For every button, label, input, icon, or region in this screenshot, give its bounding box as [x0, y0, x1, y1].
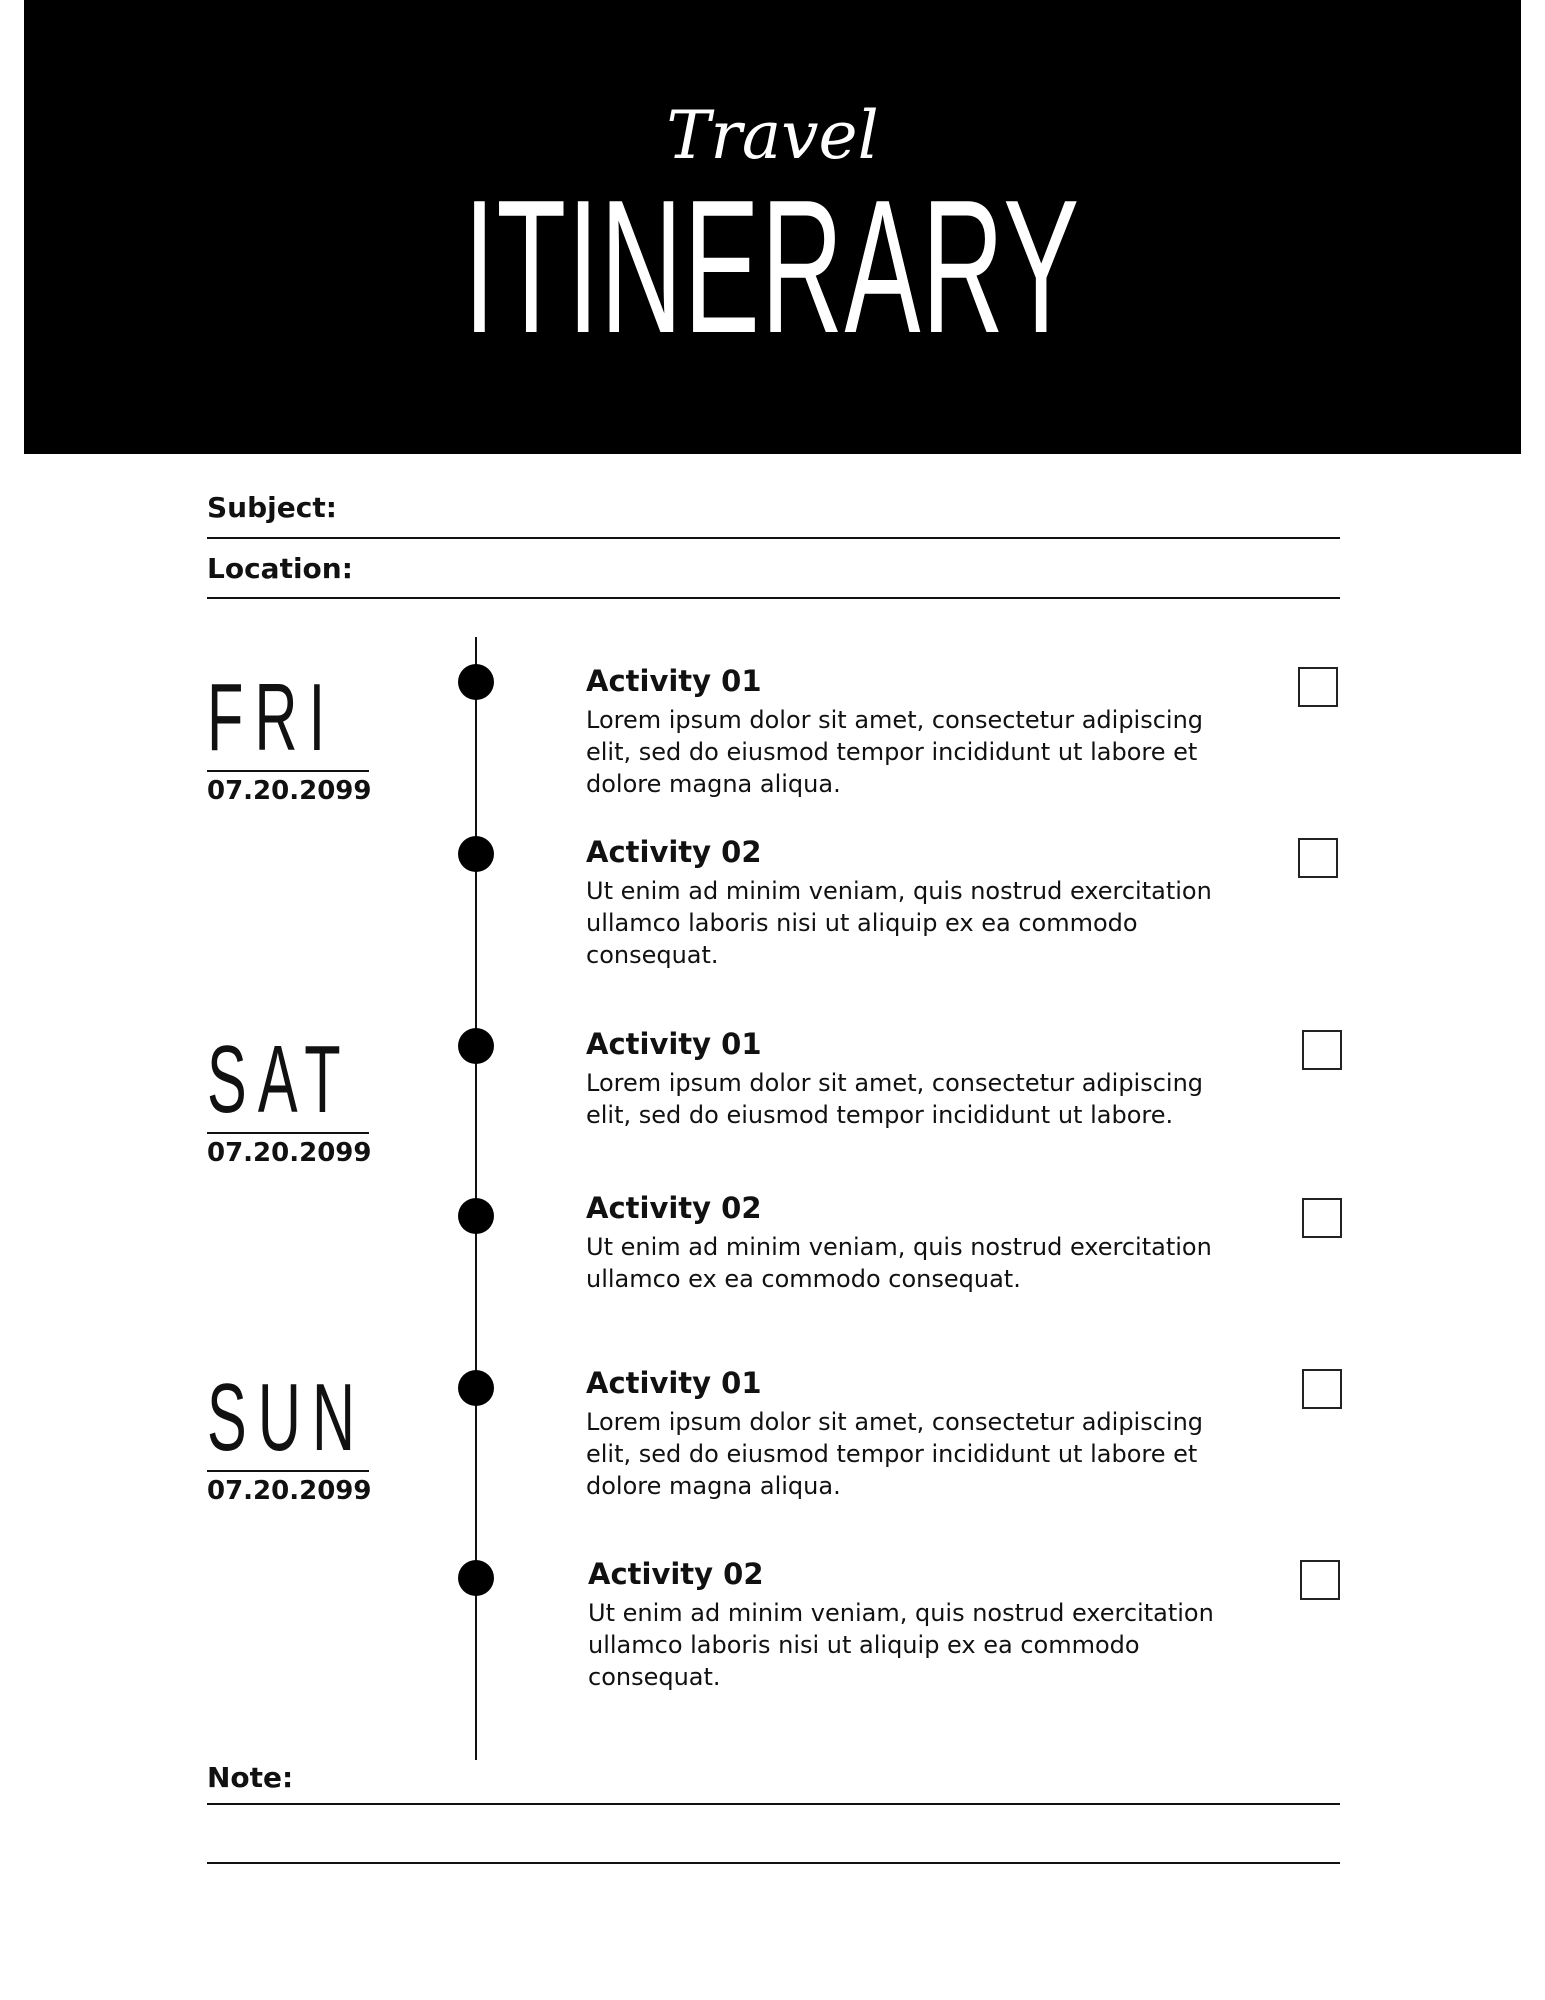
activity-checkbox[interactable]	[1298, 838, 1338, 878]
timeline-dot	[458, 1198, 494, 1234]
activity-checkbox[interactable]	[1300, 1560, 1340, 1600]
timeline-dot	[458, 664, 494, 700]
activity-checkbox[interactable]	[1302, 1198, 1342, 1238]
header-main-title-text: ITINERARY	[464, 161, 1081, 373]
activity-checkbox[interactable]	[1298, 667, 1338, 707]
timeline-dot	[458, 1370, 494, 1406]
activity-title: Activity 01	[586, 1366, 762, 1400]
day-rule-sun	[207, 1470, 369, 1472]
day-name-fri-text: FRI	[207, 664, 337, 771]
day-date-sat: 07.20.2099	[207, 1138, 372, 1168]
activity-title: Activity 02	[586, 1191, 762, 1225]
header-script-title: Travel	[666, 97, 879, 174]
activity-item	[586, 1191, 1226, 1295]
header-main-title	[24, 161, 1521, 373]
activity-checkbox[interactable]	[1302, 1030, 1342, 1070]
activity-description: Lorem ipsum dolor sit amet, consectetur adipiscing elit, sed do eiusmod tempor incididunt ut labore.	[586, 1069, 1204, 1129]
activity-item	[586, 835, 1226, 971]
activity-item	[588, 1557, 1228, 1693]
day-name-fri	[207, 664, 369, 771]
note-label: Note:	[207, 1761, 294, 1794]
location-line[interactable]	[207, 597, 1340, 599]
activity-description: Ut enim ad minim veniam, quis nostrud exercitation ullamco laboris nisi ut aliquip ex ea commodo consequat.	[588, 1599, 1214, 1691]
timeline-dot	[458, 1560, 494, 1596]
activity-description: Lorem ipsum dolor sit amet, consectetur adipiscing elit, sed do eiusmod tempor incididunt ut labore et dolore magna aliqua.	[586, 1408, 1204, 1500]
activity-description: Ut enim ad minim veniam, quis nostrud exercitation ullamco laboris nisi ut aliquip ex ea commodo consequat.	[586, 877, 1212, 969]
activity-title: Activity 01	[586, 664, 762, 698]
subject-label: Subject:	[207, 491, 337, 524]
day-name-sun-text: SUN	[207, 1364, 367, 1471]
timeline-dot	[458, 836, 494, 872]
day-date-fri: 07.20.2099	[207, 776, 372, 806]
activity-title: Activity 01	[586, 1027, 762, 1061]
header-banner	[24, 0, 1521, 454]
note-line[interactable]	[207, 1862, 1340, 1864]
day-name-sat-text: SAT	[207, 1026, 352, 1133]
note-line[interactable]	[207, 1803, 1340, 1805]
activity-title: Activity 02	[588, 1557, 764, 1591]
activity-description: Ut enim ad minim veniam, quis nostrud exercitation ullamco ex ea commodo consequat.	[586, 1233, 1212, 1293]
location-label: Location:	[207, 552, 353, 585]
activity-item	[586, 664, 1226, 800]
activity-item	[586, 1366, 1226, 1502]
activity-item	[586, 1027, 1226, 1131]
day-name-sun	[207, 1364, 369, 1471]
day-name-sat	[207, 1026, 369, 1133]
day-rule-sat	[207, 1132, 369, 1134]
day-rule-fri	[207, 770, 369, 772]
day-date-sun: 07.20.2099	[207, 1476, 372, 1506]
activity-description: Lorem ipsum dolor sit amet, consectetur adipiscing elit, sed do eiusmod tempor incididunt ut labore et dolore magna aliqua.	[586, 706, 1204, 798]
activity-title: Activity 02	[586, 835, 762, 869]
timeline-dot	[458, 1028, 494, 1064]
activity-checkbox[interactable]	[1302, 1369, 1342, 1409]
subject-line[interactable]	[207, 537, 1340, 539]
